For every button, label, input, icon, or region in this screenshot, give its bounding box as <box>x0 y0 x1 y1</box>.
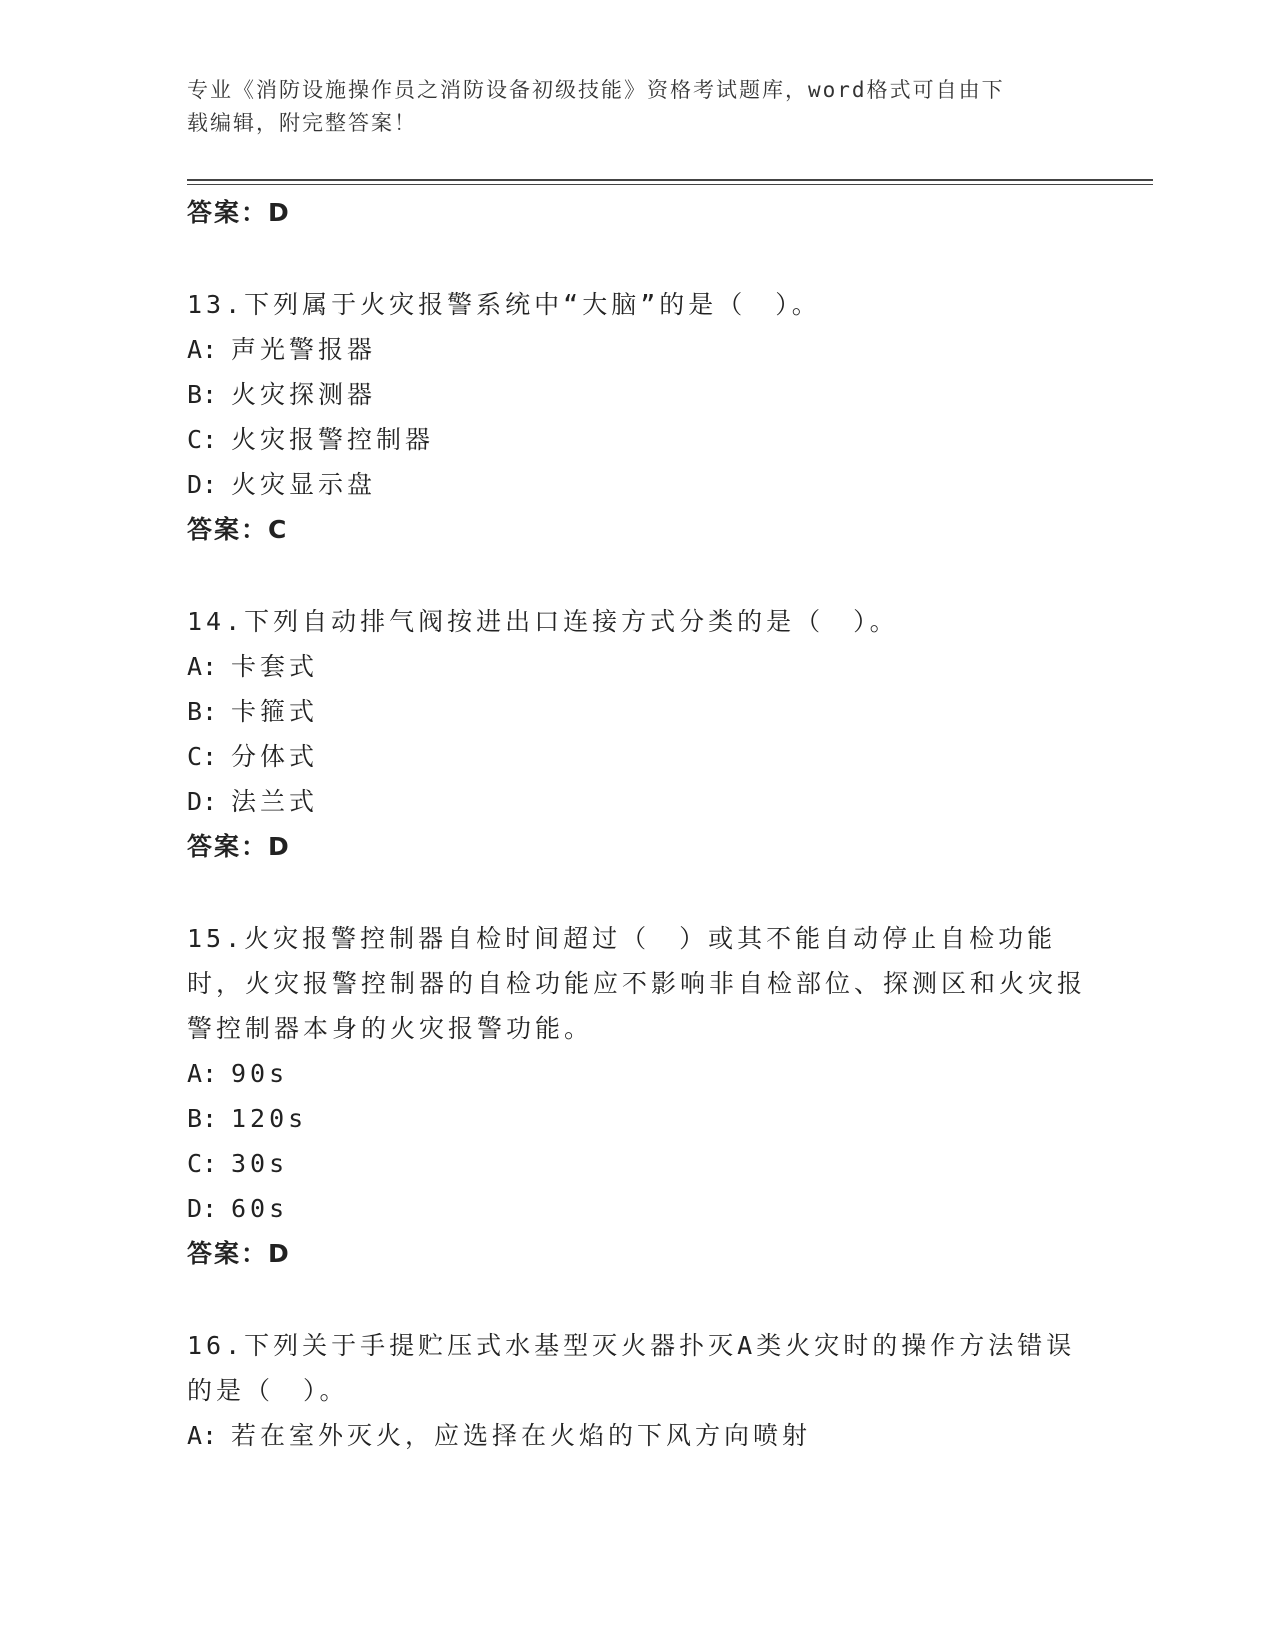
option-c: C: 火灾报警控制器 <box>187 425 435 454</box>
question-16 <box>187 1323 1087 1458</box>
option-d: D: 60s <box>187 1194 289 1223</box>
question-13 <box>187 282 1087 552</box>
document-header <box>187 74 1087 140</box>
option-b: B: 卡箍式 <box>187 697 319 726</box>
spacer <box>187 869 1087 916</box>
header-line-1: 专业《消防设施操作员之消防设备初级技能》资格考试题库，word格式可自由下 <box>187 78 1005 102</box>
question-14 <box>187 599 1087 869</box>
option-a: A: 若在室外灭火，应选择在火焰的下风方向喷射 <box>187 1421 812 1450</box>
spacer <box>187 235 1087 282</box>
question-list <box>187 190 1087 1458</box>
spacer <box>187 1276 1087 1323</box>
option-a: A: 卡套式 <box>187 652 319 681</box>
option-a: A: 90s <box>187 1059 289 1088</box>
header-divider-thick <box>187 179 1153 181</box>
answer: 答案：C <box>187 515 289 544</box>
option-b: B: 火灾探测器 <box>187 380 377 409</box>
option-a: A: 声光警报器 <box>187 335 377 364</box>
previous-answer: 答案：D <box>187 198 291 227</box>
question-text: 15.火灾报警控制器自检时间超过（ ）或其不能自动停止自检功能时，火灾报警控制器的自检功能应不影响非自检部位、探测区和火灾报警控制器本身的火灾报警功能。 <box>187 924 1087 1043</box>
answer: 答案：D <box>187 1239 291 1268</box>
spacer <box>187 552 1087 599</box>
question-15 <box>187 916 1087 1276</box>
answer: 答案：D <box>187 832 291 861</box>
question-text: 14.下列自动排气阀按进出口连接方式分类的是（ ）。 <box>187 607 899 636</box>
question-text: 13.下列属于火灾报警系统中“大脑”的是（ ）。 <box>187 290 821 319</box>
option-d: D: 法兰式 <box>187 787 319 816</box>
option-c: C: 分体式 <box>187 742 319 771</box>
option-c: C: 30s <box>187 1149 289 1178</box>
question-text: 16.下列关于手提贮压式水基型灭火器扑灭A类火灾时的操作方法错误的是（ ）。 <box>187 1331 1076 1405</box>
option-d: D: 火灾显示盘 <box>187 470 377 499</box>
option-b: B: 120s <box>187 1104 308 1133</box>
header-line-2: 载编辑，附完整答案！ <box>187 111 417 135</box>
header-divider-thin <box>187 184 1153 185</box>
